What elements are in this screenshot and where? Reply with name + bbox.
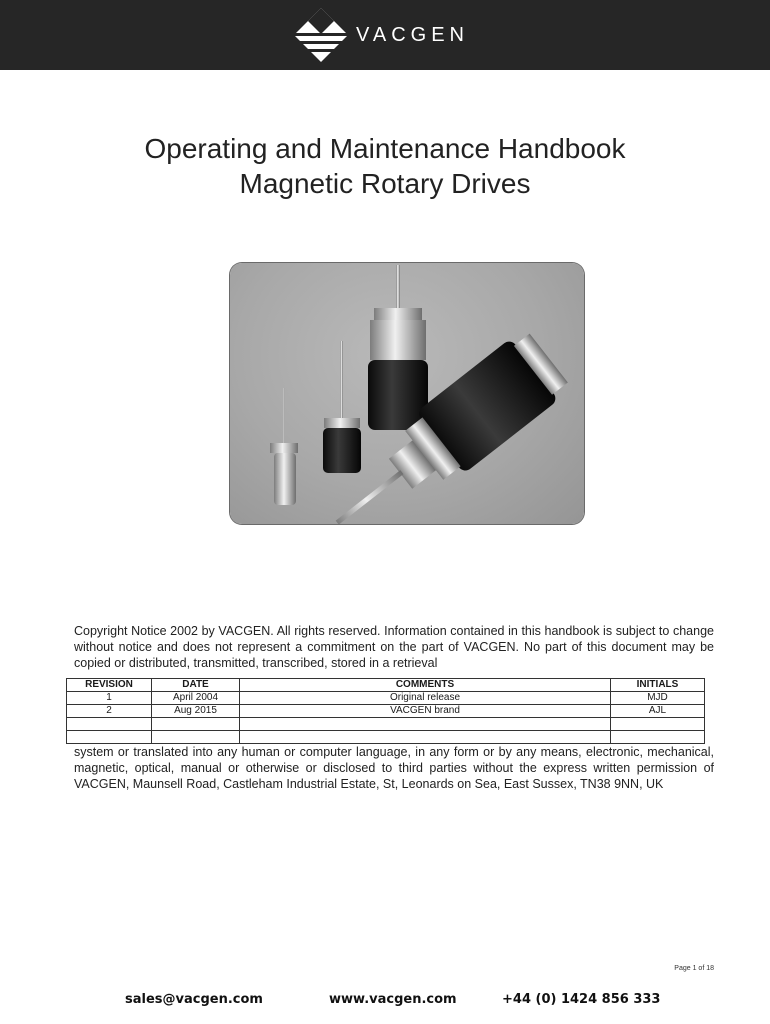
initials-cell: AJL	[611, 705, 705, 718]
brand[interactable]	[292, 6, 469, 64]
document-title: Operating and Maintenance Handbook	[144, 133, 626, 164]
comments-cell: Original release	[240, 692, 611, 705]
footer-website-link[interactable]: www.vacgen.com	[329, 992, 457, 1007]
table-row	[67, 705, 705, 718]
revision-table	[66, 678, 705, 744]
copyright-notice-part2: system or translated into any human or computer language, in any form or by any means, electronic, mechanical, magnetic, optical, manual or otherwise or disclosed to third parties without the express written permission of VACGEN, Maunsell Road, Castleham Industrial Estate, St, Leonards on Sea, East Sussex, TN38 9NN, UK	[74, 745, 714, 791]
table-row	[67, 692, 705, 705]
revision-cell: 2	[67, 705, 152, 718]
table-row	[67, 731, 705, 744]
initials-cell	[611, 718, 705, 731]
footer-phone: +44 (0) 1424 856 333	[502, 992, 661, 1007]
date-cell: Aug 2015	[152, 705, 240, 718]
document-subtitle: Magnetic Rotary Drives	[239, 168, 531, 199]
column-header-comments: COMMENTS	[240, 679, 611, 692]
table-row	[67, 718, 705, 731]
revision-cell	[67, 718, 152, 731]
date-cell: April 2004	[152, 692, 240, 705]
date-cell	[152, 718, 240, 731]
revision-cell	[67, 731, 152, 744]
page-number: Page 1 of 18	[674, 965, 714, 972]
comments-cell	[240, 718, 611, 731]
footer-email-link[interactable]: sales@vacgen.com	[125, 992, 263, 1007]
vacgen-logo-icon	[292, 6, 350, 64]
header-bar	[0, 0, 770, 70]
initials-cell	[611, 731, 705, 744]
column-header-date: DATE	[152, 679, 240, 692]
brand-name: VACGEN	[356, 23, 469, 46]
product-photo	[230, 263, 584, 524]
initials-cell: MJD	[611, 692, 705, 705]
revision-cell: 1	[67, 692, 152, 705]
comments-cell: VACGEN brand	[240, 705, 611, 718]
date-cell	[152, 731, 240, 744]
table-header-row	[67, 679, 705, 692]
comments-cell	[240, 731, 611, 744]
column-header-revision: REVISION	[67, 679, 152, 692]
column-header-initials: INITIALS	[611, 679, 705, 692]
copyright-notice-part1: Copyright Notice 2002 by VACGEN. All rights reserved. Information contained in this handbook is subject to change without notice and does not represent a commitment on the part of VACGEN. No part of this document may be copied or distributed, transmitted, transcribed, stored in a retrieval	[74, 624, 714, 670]
